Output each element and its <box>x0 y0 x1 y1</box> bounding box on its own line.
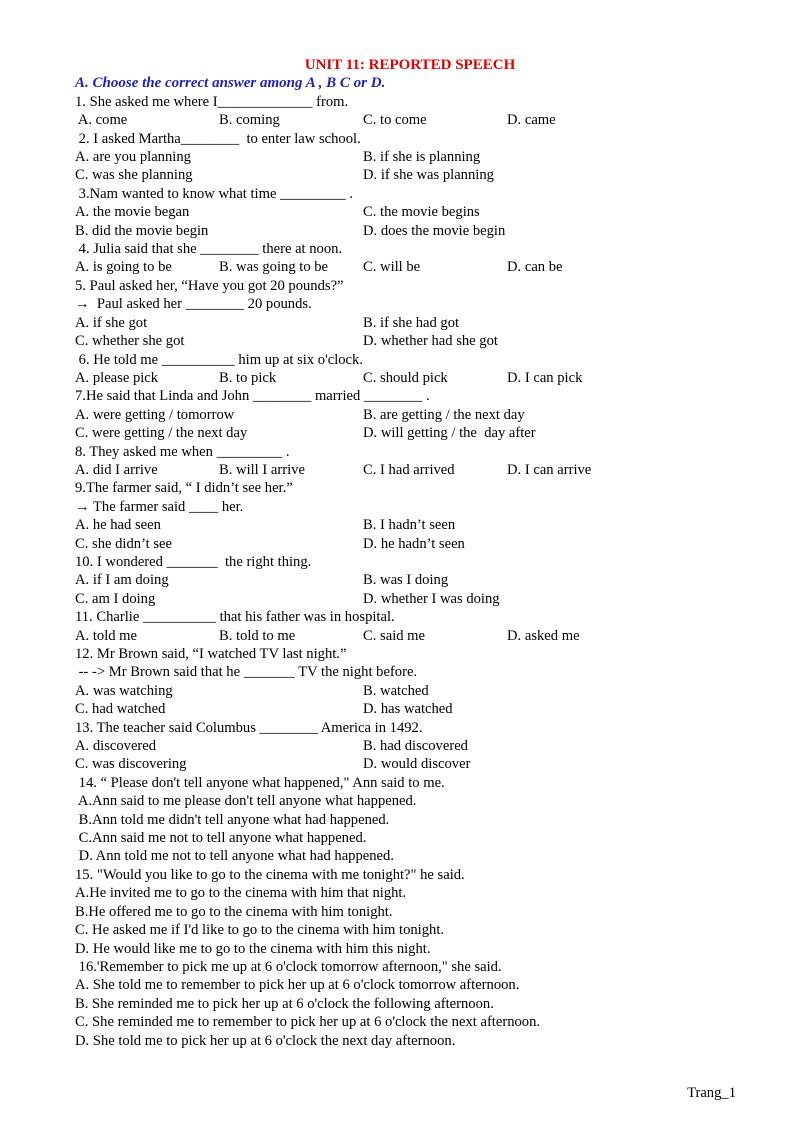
answer-option: B. had discovered <box>363 738 468 755</box>
question-text: -- -> Mr Brown said that he _______ TV the night before. <box>75 664 418 681</box>
question-text: 5. Paul asked her, “Have you got 20 pounds?” <box>75 277 344 294</box>
question-text: 12. Mr Brown said, “I watched TV last night.” <box>75 646 347 662</box>
question-7 <box>75 387 735 442</box>
answer-option: B. I hadn’t seen <box>363 517 456 534</box>
question-text: 11. Charlie __________ that his father was in hospital. <box>75 609 395 626</box>
answer-option: B. She reminded me to pick her up at 6 o'clock the following afternoon. <box>75 995 494 1012</box>
worksheet <box>75 56 735 1050</box>
answer-option: C. said me <box>363 627 426 644</box>
answer-option: D. came <box>507 112 556 129</box>
answer-option: A. told me <box>75 627 138 644</box>
answer-option: C. were getting / the next day <box>75 425 248 442</box>
question-text: 6. He told me __________ him up at six o'clock. <box>75 351 363 368</box>
answer-option: C. should pick <box>363 369 448 386</box>
answer-option: A. was watching <box>75 682 173 699</box>
answer-option: D. has watched <box>363 701 453 718</box>
answer-option: B. are getting / the next day <box>363 406 525 423</box>
answer-option: D. I can arrive <box>507 461 592 478</box>
answer-option: B. if she had got <box>363 314 460 331</box>
page-number: Trang_1 <box>687 1085 736 1101</box>
answer-option: A. are you planning <box>75 149 191 166</box>
answer-option: C. the movie begins <box>363 204 480 221</box>
answer-option: B. did the movie begin <box>75 222 209 239</box>
question-4 <box>75 240 735 277</box>
answer-option: B. was I doing <box>363 572 449 589</box>
question-text: → Paul asked her ________ 20 pounds. <box>75 296 312 313</box>
answer-option: A. did I arrive <box>75 461 158 478</box>
question-9 <box>75 479 735 553</box>
question-text: 8. They asked me when _________ . <box>75 443 290 460</box>
answer-option: A. he had seen <box>75 517 161 534</box>
question-11 <box>75 608 735 645</box>
answer-option: D. if she was planning <box>363 167 494 184</box>
question-8 <box>75 443 735 480</box>
answer-option: C. He asked me if I'd like to go to the cinema with him tonight. <box>75 922 445 939</box>
question-2 <box>75 130 735 185</box>
question-16 <box>75 958 735 1050</box>
question-text: 7.He said that Linda and John ________ married ________ . <box>75 388 430 405</box>
answer-option: A. if she got <box>75 314 148 331</box>
page-title: UNIT 11: REPORTED SPEECH <box>304 57 516 73</box>
section-heading: A. Choose the correct answer among A , B C or D. <box>75 75 386 92</box>
answer-option: D. Ann told me not to tell anyone what had happened. <box>75 848 394 865</box>
question-text: 10. I wondered _______ the right thing. <box>75 553 312 570</box>
question-1 <box>75 93 735 130</box>
answer-option: D. He would like me to go to the cinema with him this night. <box>75 940 431 957</box>
answer-option: C. I had arrived <box>363 461 455 478</box>
question-text: → The farmer said ____ her. <box>75 498 244 515</box>
answer-option: A. discovered <box>75 738 157 755</box>
question-text: 16.'Remember to pick me up at 6 o'clock tomorrow afternoon," she said. <box>75 958 502 975</box>
question-5 <box>75 277 735 351</box>
question-3 <box>75 185 735 240</box>
answer-option: C. she didn’t see <box>75 535 173 552</box>
answer-option: A.Ann said to me please don't tell anyone what happened. <box>75 793 417 810</box>
answer-option: C. She reminded me to remember to pick her up at 6 o'clock the next afternoon. <box>75 1014 541 1031</box>
answer-option: A. She told me to remember to pick her up at 6 o'clock tomorrow afternoon. <box>75 977 520 994</box>
answer-option: B.Ann told me didn't tell anyone what had happened. <box>75 811 390 828</box>
answer-option: C. to come <box>363 112 427 129</box>
answer-option: C. will be <box>363 259 421 276</box>
question-text: 3.Nam wanted to know what time _________ . <box>75 185 354 202</box>
answer-option: D. whether I was doing <box>363 590 500 607</box>
answer-option: C. whether she got <box>75 333 185 350</box>
answer-option: C. was she planning <box>75 167 193 184</box>
answer-option: C. had watched <box>75 701 166 718</box>
answer-option: B.He offered me to go to the cinema with him tonight. <box>75 903 393 920</box>
answer-option: D. She told me to pick her up at 6 o'clock the next day afternoon. <box>75 1032 456 1049</box>
answer-option: B. to pick <box>219 369 277 386</box>
answer-option: D. I can pick <box>507 369 583 386</box>
answer-option: A. is going to be <box>75 259 172 276</box>
question-12 <box>75 645 735 719</box>
answer-option: B. if she is planning <box>363 149 481 166</box>
answer-option: C. was discovering <box>75 756 187 773</box>
answer-option: B. was going to be <box>219 259 329 276</box>
question-14 <box>75 774 735 866</box>
answer-option: B. told to me <box>219 627 296 644</box>
question-10 <box>75 553 735 608</box>
answer-option: A. were getting / tomorrow <box>75 406 235 423</box>
answer-option: D. asked me <box>507 627 580 644</box>
answer-option: D. would discover <box>363 756 471 773</box>
answer-option: B. will I arrive <box>219 461 305 478</box>
question-text: 2. I asked Martha________ to enter law school. <box>75 130 361 147</box>
question-text: 1. She asked me where I_____________ from. <box>75 93 349 110</box>
answer-option: A.He invited me to go to the cinema with him that night. <box>75 885 407 902</box>
answer-option: A. please pick <box>75 369 159 386</box>
question-15 <box>75 866 735 958</box>
question-text: 15. "Would you like to go to the cinema with me tonight?" he said. <box>75 866 465 883</box>
question-13 <box>75 719 735 774</box>
answer-option: B. coming <box>219 112 280 129</box>
question-6 <box>75 351 735 388</box>
answer-option: A. come <box>75 112 128 129</box>
answer-option: C.Ann said me not to tell anyone what happened. <box>75 830 367 847</box>
answer-option: D. will getting / the day after <box>363 425 536 442</box>
question-text: 13. The teacher said Columbus ________ America in 1492. <box>75 719 423 736</box>
answer-option: D. he hadn’t seen <box>363 535 465 552</box>
answer-option: B. watched <box>363 682 429 699</box>
question-text: 4. Julia said that she ________ there at noon. <box>75 241 343 258</box>
answer-option: D. does the movie begin <box>363 222 506 239</box>
answer-option: D. can be <box>507 259 563 276</box>
answer-option: C. am I doing <box>75 590 156 607</box>
question-list <box>75 93 735 1050</box>
answer-option: A. if I am doing <box>75 572 169 589</box>
question-text: 14. “ Please don't tell anyone what happened," Ann said to me. <box>75 774 445 791</box>
answer-option: A. the movie began <box>75 204 190 221</box>
answer-option: D. whether had she got <box>363 333 498 350</box>
question-text: 9.The farmer said, “ I didn’t see her.” <box>75 480 293 497</box>
